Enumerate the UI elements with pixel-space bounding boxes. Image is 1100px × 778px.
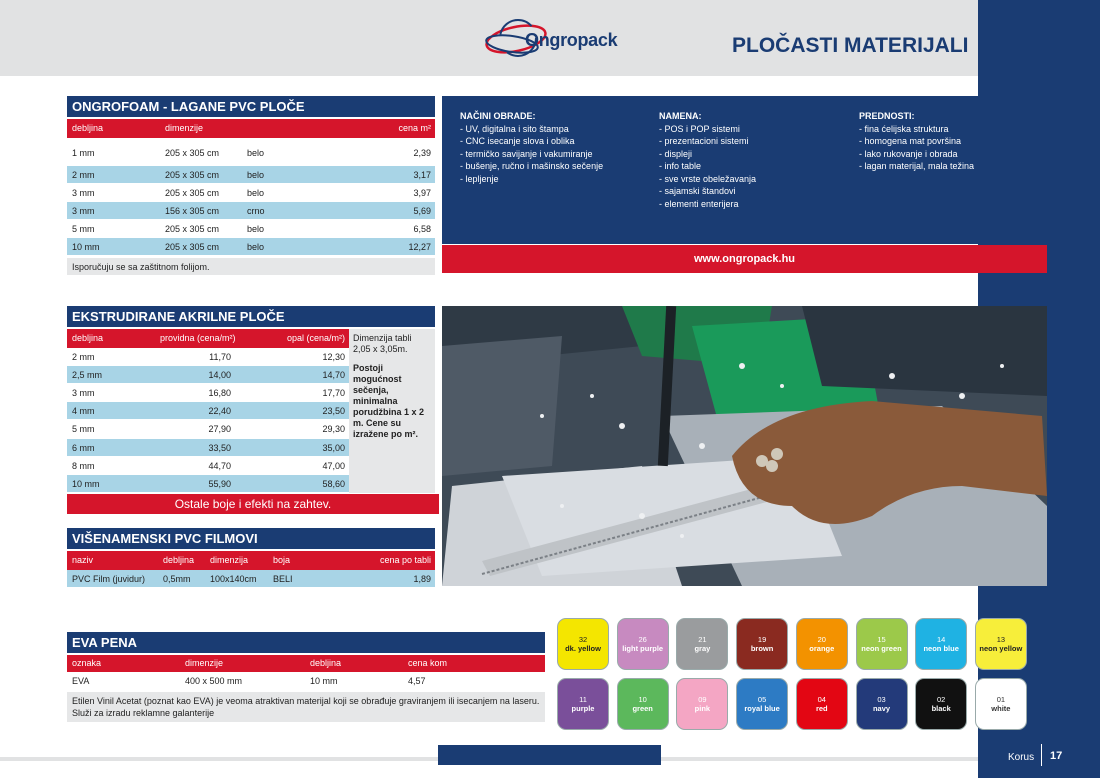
cell: 10 mm	[310, 676, 338, 686]
namena-item: - prezentacioni sistemi	[659, 136, 749, 146]
cell: 205 x 305 cm	[165, 148, 220, 158]
cell: 3 mm	[72, 206, 95, 216]
brand-name: Ongropack	[525, 30, 618, 50]
eva-title: EVA PENA	[67, 632, 545, 654]
cell: 205 x 305 cm	[165, 224, 220, 234]
swatch-name: black	[931, 704, 951, 713]
cell: 47,00	[322, 460, 345, 471]
obrada-item: - UV, digitalna i sito štampa	[460, 123, 569, 134]
color-swatch	[557, 678, 609, 730]
cell: 400 x 500 mm	[185, 676, 243, 686]
col-debljina: debljina	[72, 333, 104, 343]
swatch-code: 21	[698, 635, 707, 644]
cell: 2,5 mm	[72, 370, 103, 381]
obrada-item: - termičko savijanje i vakumiranje	[460, 148, 593, 159]
namena-column	[659, 110, 756, 210]
table-row	[67, 420, 349, 438]
obrada-item: - CNC isecanje slova i oblika	[460, 136, 575, 146]
namena-item: - info table	[659, 161, 702, 171]
namena-item: - sajamski štandovi	[659, 186, 736, 196]
cell: 5,69	[413, 206, 431, 216]
cell: 3,17	[413, 170, 431, 180]
prednosti-item: - fina ćelijska struktura	[859, 123, 949, 134]
cell: 2,39	[413, 148, 431, 158]
eva-note: Etilen Vinil Acetat (poznat kao EVA) je veoma atraktivan materijal koji se obrađuje graviranjem ili isecanjem na laseru. Služi za izradu reklamne galanterije	[67, 692, 545, 722]
swatch-name: light purple	[622, 644, 664, 653]
swatch-code: 10	[638, 695, 647, 704]
col-oznaka: oznaka	[72, 658, 102, 668]
table-row	[67, 475, 349, 493]
akril-conditions: Postoji mogućnost sečenja, minimalna porudžbina 1 x 2 m. Cene su izražene po m².	[353, 363, 425, 439]
col-boja: boja	[273, 555, 291, 565]
cell: 4,57	[408, 676, 426, 686]
akril-side-note	[349, 329, 435, 493]
website-link[interactable]: www.ongropack.hu	[442, 245, 1047, 273]
cell: 205 x 305 cm	[165, 188, 220, 198]
swatch-code: 14	[937, 635, 946, 644]
cell: belo	[247, 188, 265, 198]
akril-title: EKSTRUDIRANE AKRILNE PLOČE	[67, 306, 435, 328]
pvc-header	[67, 551, 435, 570]
cell: belo	[247, 170, 265, 180]
cell: 2 mm	[72, 352, 95, 362]
cell: 14,70	[322, 370, 345, 381]
table-row	[67, 384, 349, 402]
color-swatch	[856, 618, 908, 670]
color-swatch	[915, 678, 967, 730]
swatch-code: 09	[698, 695, 707, 704]
cell: 0,5mm	[163, 574, 191, 584]
pvc-title: VIŠENAMENSKI PVC FILMOVI	[67, 528, 435, 550]
swatch-name: neon green	[861, 644, 902, 653]
col-dimenzije: dimenzije	[185, 658, 224, 668]
col-dimenzije: dimenzije	[165, 123, 204, 133]
col-debljina: debljina	[310, 658, 342, 668]
swatch-code: 19	[757, 635, 767, 644]
prednosti-column	[859, 110, 974, 173]
akril-footer: Ostale boje i efekti na zahtev.	[67, 494, 439, 514]
table-row	[67, 457, 349, 475]
obrada-item: - lepljenje	[460, 173, 499, 184]
obrada-title: NAČINI OBRADE:	[460, 111, 536, 121]
color-swatch	[796, 678, 848, 730]
swatch-name: neon blue	[923, 644, 959, 653]
table-row	[67, 184, 435, 202]
ongrofoam-note: Isporučuju se sa zaštitnom folijom.	[67, 258, 435, 275]
footer-label: Korus	[1008, 752, 1035, 763]
color-swatch	[856, 678, 908, 730]
akril-header	[67, 329, 349, 348]
table-row	[67, 202, 435, 220]
info-panel	[442, 96, 1047, 244]
cell: 58,60	[322, 478, 345, 489]
cell: 55,90	[208, 478, 231, 489]
color-swatch	[915, 618, 967, 670]
table-row	[67, 238, 435, 256]
eva-header	[67, 655, 545, 672]
color-swatch	[676, 618, 728, 670]
cell: 4 mm	[72, 406, 95, 417]
cell: PVC Film (juvidur)	[72, 574, 146, 584]
akril-dimension: Dimenzija tabli 2,05 x 3,05m.	[353, 333, 412, 354]
prednosti-title: PREDNOSTI:	[859, 111, 915, 121]
swatch-code: 11	[579, 695, 587, 704]
swatch-code: 01	[996, 695, 1006, 704]
cell: 27,90	[208, 424, 231, 435]
swatch-name: gray	[694, 644, 711, 653]
col-providna: providna (cena/m²)	[160, 333, 236, 343]
obrada-item: - bušenje, ručno i mašinsko sečenje	[460, 161, 604, 171]
swatch-code: 03	[877, 695, 886, 704]
cell: 3,97	[413, 188, 431, 198]
cell: 22,40	[208, 406, 231, 417]
swatch-code: 26	[638, 635, 647, 644]
color-swatch	[736, 678, 788, 730]
cell: crno	[247, 206, 265, 216]
col-cena: cena m²	[398, 123, 431, 133]
cell: 205 x 305 cm	[165, 170, 220, 180]
prednosti-item: - lako rukovanje i obrada	[859, 148, 958, 159]
cell: 5 mm	[72, 224, 95, 234]
cell: 3 mm	[72, 188, 95, 198]
color-swatch	[975, 618, 1027, 670]
cell: 35,00	[322, 442, 345, 453]
table-row	[67, 220, 435, 238]
table-row	[67, 348, 349, 366]
namena-item: - POS i POP sistemi	[659, 123, 740, 134]
namena-item: - elementi enterijera	[659, 198, 739, 209]
ongrofoam-title: ONGROFOAM - LAGANE PVC PLOČE	[67, 96, 435, 118]
product-photo	[442, 306, 1047, 586]
cell: 205 x 305 cm	[165, 242, 220, 252]
swatch-name: brown	[750, 644, 774, 653]
table-row	[67, 366, 349, 384]
obrada-column	[460, 110, 603, 185]
swatch-name: navy	[872, 704, 891, 713]
col-cena: cena po tabli	[379, 555, 431, 565]
col-debljina: debljina	[163, 555, 195, 565]
swatch-code: 05	[757, 695, 767, 704]
color-swatch	[557, 618, 609, 670]
cell: 3 mm	[72, 388, 95, 399]
cell: 44,70	[208, 460, 231, 471]
swatch-name: red	[815, 704, 828, 713]
col-debljina: debljina	[72, 123, 104, 133]
cell: 1,89	[413, 574, 431, 584]
color-swatch	[975, 678, 1027, 730]
prednosti-item: - lagan materijal, mala težina	[859, 161, 975, 171]
footer-separator	[1041, 744, 1042, 766]
cell: 16,80	[208, 388, 231, 399]
swatch-name: royal blue	[744, 704, 780, 713]
swatch-code: 20	[817, 635, 826, 644]
prednosti-item: - homogena mat površina	[859, 136, 962, 146]
cell: belo	[247, 148, 265, 158]
ongrofoam-header	[67, 119, 435, 138]
color-swatch	[617, 618, 669, 670]
table-row	[67, 402, 349, 420]
footer-bar	[438, 745, 661, 765]
color-swatch	[617, 678, 669, 730]
swatch-code: 02	[937, 695, 946, 704]
swatch-name: green	[632, 704, 653, 713]
color-swatch	[736, 618, 788, 670]
swatch-name: neon yellow	[979, 644, 1023, 653]
cell: 8 mm	[72, 460, 95, 471]
col-cena: cena kom	[408, 658, 448, 668]
swatch-code: 13	[996, 635, 1006, 644]
swatch-code: 04	[817, 695, 826, 704]
namena-item: - displeji	[659, 148, 693, 159]
table-row	[67, 141, 435, 165]
cell: 6,58	[413, 224, 431, 234]
cell: 17,70	[322, 388, 345, 399]
cell: 11,70	[209, 352, 231, 362]
table-row	[67, 439, 349, 457]
col-dimenzija: dimenzija	[210, 555, 249, 565]
cell: belo	[247, 242, 265, 252]
namena-item: - sve vrste obeležavanja	[659, 173, 757, 184]
cell: 12,27	[408, 242, 431, 252]
swatch-name: orange	[809, 644, 835, 653]
swatch-name: white	[991, 704, 1011, 713]
col-naziv: naziv	[72, 555, 94, 565]
color-swatch	[796, 618, 848, 670]
swatch-code: 32	[578, 635, 588, 644]
swatch-name: pink	[694, 704, 711, 713]
cell: 156 x 305 cm	[165, 206, 220, 216]
namena-title: NAMENA:	[659, 111, 702, 121]
cell: 29,30	[322, 424, 345, 435]
cell: 33,50	[208, 442, 231, 453]
swatch-name: dk. yellow	[565, 644, 601, 653]
color-swatch	[676, 678, 728, 730]
cell: 1 mm	[72, 148, 95, 158]
cell: EVA	[72, 676, 90, 686]
cell: 6 mm	[72, 442, 95, 453]
cell: 10 mm	[72, 242, 100, 252]
table-row	[67, 672, 545, 690]
cell: belo	[247, 224, 265, 234]
cell: 14,00	[208, 370, 231, 381]
cell: 2 mm	[72, 170, 95, 180]
cell: 10 mm	[72, 478, 100, 489]
swatch-name: purple	[571, 704, 595, 713]
swatch-code: 15	[877, 635, 886, 644]
cell: 23,50	[322, 406, 345, 417]
table-row	[67, 570, 435, 588]
cell: 5 mm	[72, 424, 95, 435]
page-title: PLOČASTI MATERIJALI	[732, 34, 969, 57]
cell: 100x140cm	[210, 574, 257, 584]
page-number: 17	[1050, 750, 1063, 762]
cell: 12,30	[322, 352, 345, 362]
col-opal: opal (cena/m²)	[286, 333, 345, 343]
table-row	[67, 166, 435, 184]
cell: BELI	[273, 574, 293, 584]
